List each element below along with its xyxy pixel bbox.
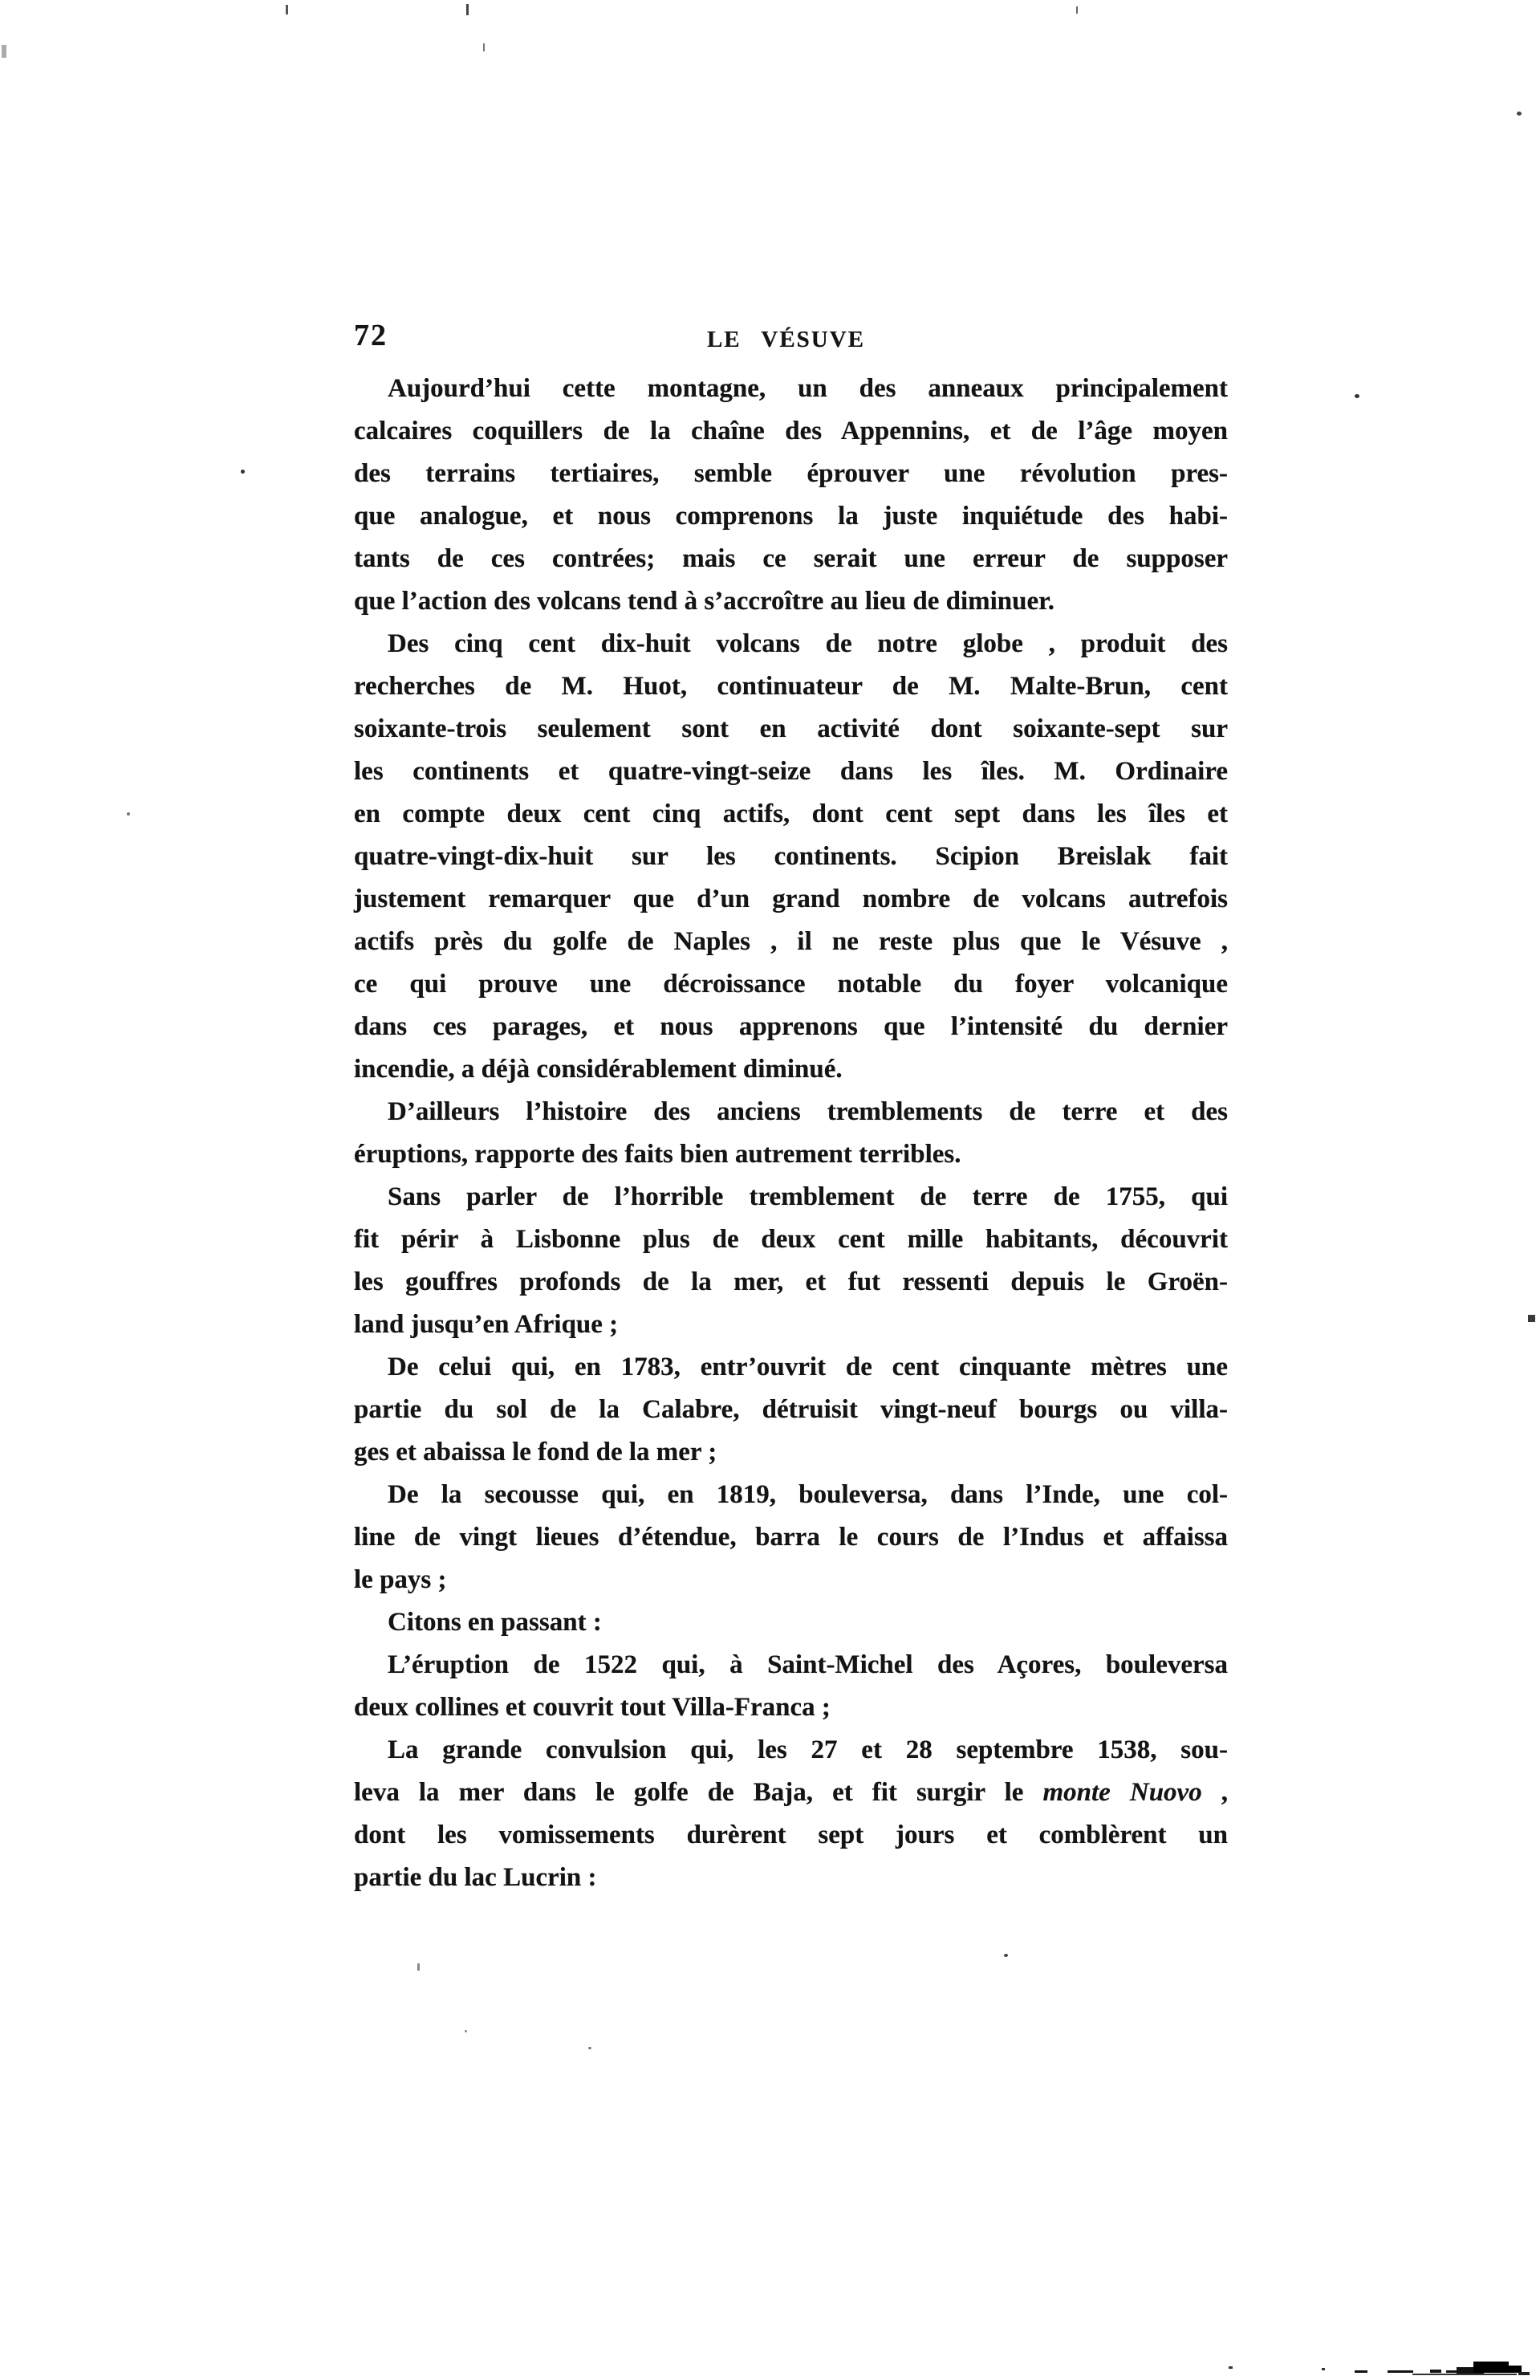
text-line: tants de ces contrées; mais ce serait une erreur de supposer — [354, 544, 1228, 573]
text-line: partie du lac Lucrin : — [354, 1863, 597, 1892]
scan-artifact — [1322, 2368, 1325, 2370]
scan-artifact — [1076, 6, 1078, 14]
scan-artifact — [286, 5, 288, 14]
paragraph — [354, 1346, 1228, 1474]
scan-artifact — [1355, 394, 1359, 398]
text-line: line de vingt lieues d’étendue, barra le cours de l’Indus et affaissa — [354, 1523, 1228, 1552]
text-line: les gouffres profonds de la mer, et fut ressenti depuis le Groën- — [354, 1267, 1228, 1296]
paragraph — [354, 1729, 1228, 1899]
paragraph — [354, 1474, 1228, 1601]
scan-artifact — [1229, 2366, 1233, 2369]
paragraph — [354, 1091, 1228, 1176]
text-line: que l’action des volcans tend à s’accroître au lieu de diminuer. — [354, 587, 1054, 616]
page-number: 72 — [354, 319, 388, 352]
text-line: incendie, a déjà considérablement diminué. — [354, 1055, 843, 1084]
text-line: partie du sol de la Calabre, détruisit vingt-neuf bourgs ou villa- — [354, 1395, 1228, 1424]
text-line: L’éruption de 1522 qui, à Saint-Michel des Açores, bouleversa — [388, 1650, 1228, 1679]
scan-artifact — [1518, 2372, 1530, 2375]
text-line: D’ailleurs l’histoire des anciens tremblements de terre et des — [388, 1097, 1228, 1126]
text-line: Des cinq cent dix-huit volcans de notre globe , produit des — [388, 629, 1228, 658]
paragraph — [354, 1644, 1228, 1729]
scan-artifact — [1430, 2370, 1441, 2373]
scan-artifact — [588, 2047, 591, 2049]
text-line: De celui qui, en 1783, entr’ouvrit de cent cinquante mètres une — [388, 1353, 1228, 1381]
scan-artifact — [417, 1963, 420, 1971]
text-line: fit périr à Lisbonne plus de deux cent mille habitants, découvrit — [354, 1225, 1228, 1254]
scan-artifact — [1517, 112, 1522, 116]
scan-artifact — [1004, 1954, 1008, 1957]
scan-artifact — [2, 45, 6, 58]
text-line: calcaires coquillers de la chaîne des Appennins, et de l’âge moyen — [354, 417, 1228, 445]
running-title: LE VÉSUVE — [706, 327, 866, 352]
text-line: que analogue, et nous comprenons la juste inquiétude des habi- — [354, 502, 1228, 531]
scan-artifact — [466, 4, 469, 15]
text-line: deux collines et couvrit tout Villa-Franca ; — [354, 1693, 831, 1722]
text-line: des terrains tertiaires, semble éprouver une révolution pres- — [354, 459, 1228, 488]
text-line: les continents et quatre-vingt-seize dans les îles. M. Ordinaire — [354, 757, 1228, 786]
scan-artifact — [1412, 2374, 1517, 2375]
scan-artifact — [483, 43, 485, 51]
text-line: actifs près du golfe de Naples , il ne reste plus que le Vésuve , — [354, 927, 1228, 956]
text-line: ges et abaissa le fond de la mer ; — [354, 1438, 717, 1467]
text-line: recherches de M. Huot, continuateur de M. Malte-Brun, cent — [354, 672, 1228, 701]
italic-text: monte Nuovo — [1042, 1778, 1202, 1807]
text-line: Aujourd’hui cette montagne, un des anneaux principalement — [388, 374, 1228, 403]
scan-artifact — [465, 2030, 467, 2032]
scan-artifact — [1388, 2370, 1413, 2373]
text-line: justement remarquer que d’un grand nombre de volcans autrefois — [354, 885, 1228, 913]
text-line: dans ces parages, et nous apprenons que l’intensité du dernier — [354, 1012, 1228, 1041]
text-line: Citons en passant : — [388, 1608, 602, 1637]
text-line: quatre-vingt-dix-huit sur les continents. Scipion Breislak fait — [354, 842, 1228, 871]
text-line: De la secousse qui, en 1819, bouleversa, dans l’Inde, une col- — [388, 1480, 1228, 1509]
paragraph — [354, 1601, 1228, 1644]
text-line: dont les vomissements durèrent sept jours et comblèrent un — [354, 1821, 1228, 1849]
text-line: éruptions, rapporte des faits bien autrement terribles. — [354, 1140, 961, 1169]
scan-artifact — [127, 812, 130, 816]
paragraph — [354, 623, 1228, 1091]
text-block — [354, 368, 1228, 1899]
text-line: leva la mer dans le golfe de Baja, et fit surgir le monte Nuovo , — [354, 1778, 1229, 1807]
text-line: ce qui prouve une décroissance notable du foyer volcanique — [354, 970, 1228, 999]
text-line: La grande convulsion qui, les 27 et 28 septembre 1538, sou- — [388, 1735, 1228, 1764]
scan-artifact — [1528, 1315, 1535, 1322]
text-line: soixante-trois seulement sont en activité dont soixante-sept sur — [354, 714, 1228, 743]
scan-artifact — [241, 470, 245, 474]
scan-artifact — [1355, 2370, 1367, 2373]
text-line: en compte deux cent cinq actifs, dont cent sept dans les îles et — [354, 799, 1228, 828]
paragraph — [354, 368, 1228, 623]
paragraph — [354, 1176, 1228, 1346]
text-line: Sans parler de l’horrible tremblement de terre de 1755, qui — [388, 1182, 1228, 1211]
text-line: le pays ; — [354, 1565, 447, 1594]
text-line: land jusqu’en Afrique ; — [354, 1310, 619, 1339]
